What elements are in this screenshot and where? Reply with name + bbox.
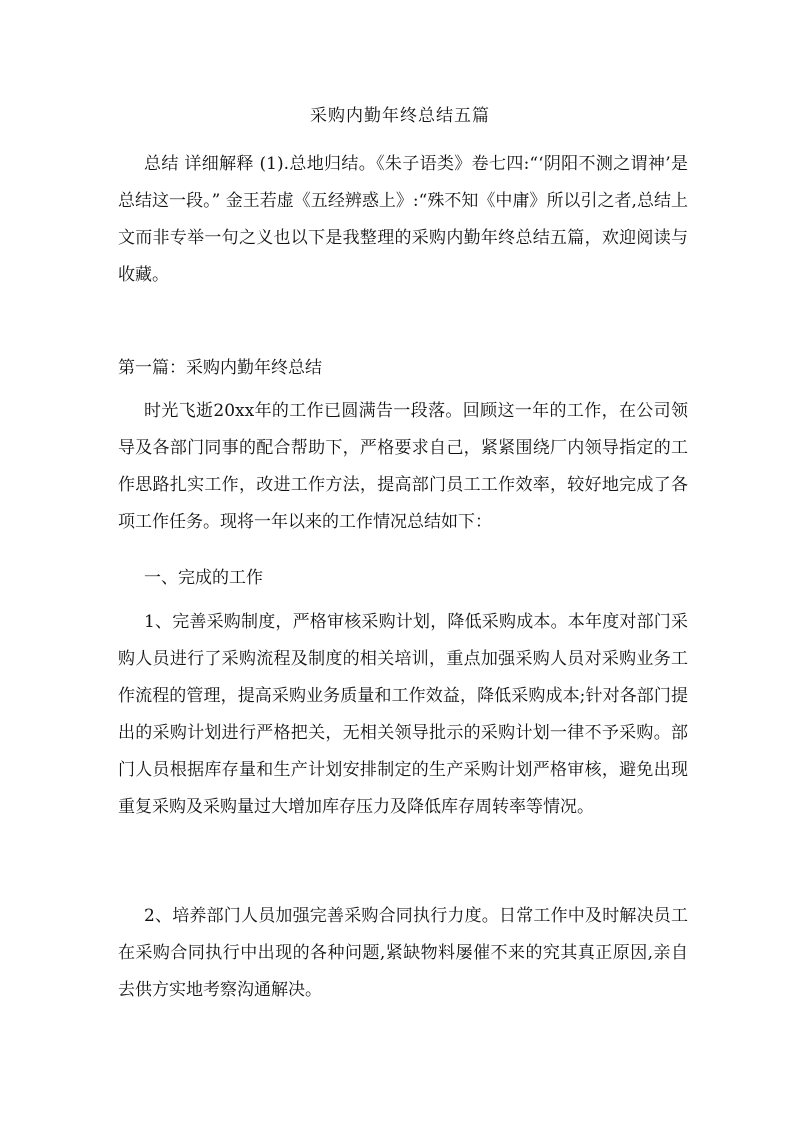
- intro-paragraph: 总结 详细解释 (1).总地归结。《朱子语类》卷七四:“‘阴阳不测之谓神’是总结这一段。” 金王若虚《五经辨惑上》:“殊不知《中庸》所以引之者,总结上文而非专举一句之义也以下是我整理的采购内勤年终总结五篇，欢迎阅读与收藏。: [118, 154, 688, 285]
- list-item-1: 1、完善采购制度，严格审核采购计划，降低采购成本。本年度对部门采购人员进行了采购流程及制度的相关培训，重点加强采购人员对采购业务工作流程的管理，提高采购业务质量和工作效益，降低采购成本;针对各部门提出的采购计划进行严格把关，无相关领导批示的采购计划一律不予采购。部门人员根据库存量和生产计划安排制定的生产采购计划严格审核，避免出现重复采购及采购量过大增加库存压力及降低库存周转率等情况。: [118, 612, 688, 817]
- document-title: 采购内勤年终总结五篇: [310, 106, 490, 126]
- section-heading: 第一篇：采购内勤年终总结: [118, 358, 322, 378]
- section-paragraph: 时光飞逝20xx年的工作已圆满告一段落。回顾这一年的工作，在公司领导及各部门同事的配合帮助下，严格要求自己，紧紧围绕厂内领导指定的工作思路扎实工作，改进工作方法，提高部门员工工作效率，较好地完成了各项工作任务。现将一年以来的工作情况总结如下：: [118, 401, 688, 532]
- subheading: 一、完成的工作: [144, 568, 263, 588]
- list-item-2: 2、培养部门人员加强完善采购合同执行力度。日常工作中及时解决员工在采购合同执行中出现的各种问题,紧缺物料屡催不来的究其真正原因,亲自去供方实地考察沟通解决。: [118, 906, 688, 1000]
